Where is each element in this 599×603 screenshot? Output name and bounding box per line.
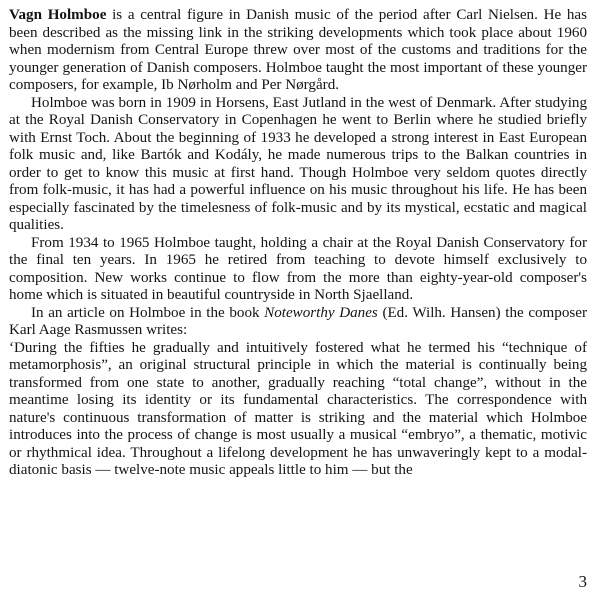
paragraph-intro-text: is a central figure in Danish music of the period after Carl Nielsen. He has been described as the missing link in the striking developments which took place about 1960 when modernism from Central Europe threw over most of the customs and traditions for the younger generation of Danish composers. Holmboe taught the most important of these younger composers, for example, Ib Nørholm and Per Nørgård.	[9, 7, 587, 93]
document-body	[9, 7, 587, 480]
article-intro-before: In an article on Holmboe in the book	[31, 304, 265, 321]
page-number: 3	[578, 572, 587, 591]
quotation: ‘During the fifties he gradually and intuitively fostered what he termed his “technique of metamorphosis”, an original structural principle in which the material is continually being transformed from one state to another, gradually reaching “total change”, without in the meantime losing its identity or its fundamental characteristics. The correspondence with nature's continuous transformation of matter is striking and the material which Holmboe introduces into the process of change is most usually a musical “embryo”, a thematic, motivic or rhythmical idea. Throughout a lifelong development he has unwaveringly kept to a modal-diatonic basis — twelve-note music appeals little to him — but the	[9, 339, 587, 478]
paragraph-biography: Holmboe was born in 1909 in Horsens, East Jutland in the west of Denmark. After studying at the Royal Danish Conservatory in Copenhagen he went to Berlin where he studied briefly with Ernst Toch. About the beginning of 1933 he developed a strong interest in East European folk music and, like Bartók and Kodály, he made numerous trips to the Balkan countries in order to get to know this music at first hand. Though Holmboe very seldom quotes directly from folk-music, it has had a powerful influence on his music throughout his life. He has been especially fascinated by the timelesness of folk-music and by its mystical, ecstatic and magical qualities.	[9, 94, 587, 233]
paragraph-teaching: From 1934 to 1965 Holmboe taught, holding a chair at the Royal Danish Conservatory for the final ten years. In 1965 he retired from teaching to devote himself exclusively to composition. New works continue to flow from the more than eighty-year-old composer's home which is situated in beautiful countryside in North Sjaelland.	[9, 234, 587, 303]
book-title: Noteworthy Danes	[264, 304, 378, 321]
paragraph-article-intro	[9, 305, 587, 340]
article-intro-after: (Ed. Wilh. Hansen) the composer Karl Aage Rasmussen writes:	[9, 304, 587, 338]
composer-name: Vagn Holmboe	[9, 7, 107, 23]
paragraph-intro	[9, 7, 587, 95]
